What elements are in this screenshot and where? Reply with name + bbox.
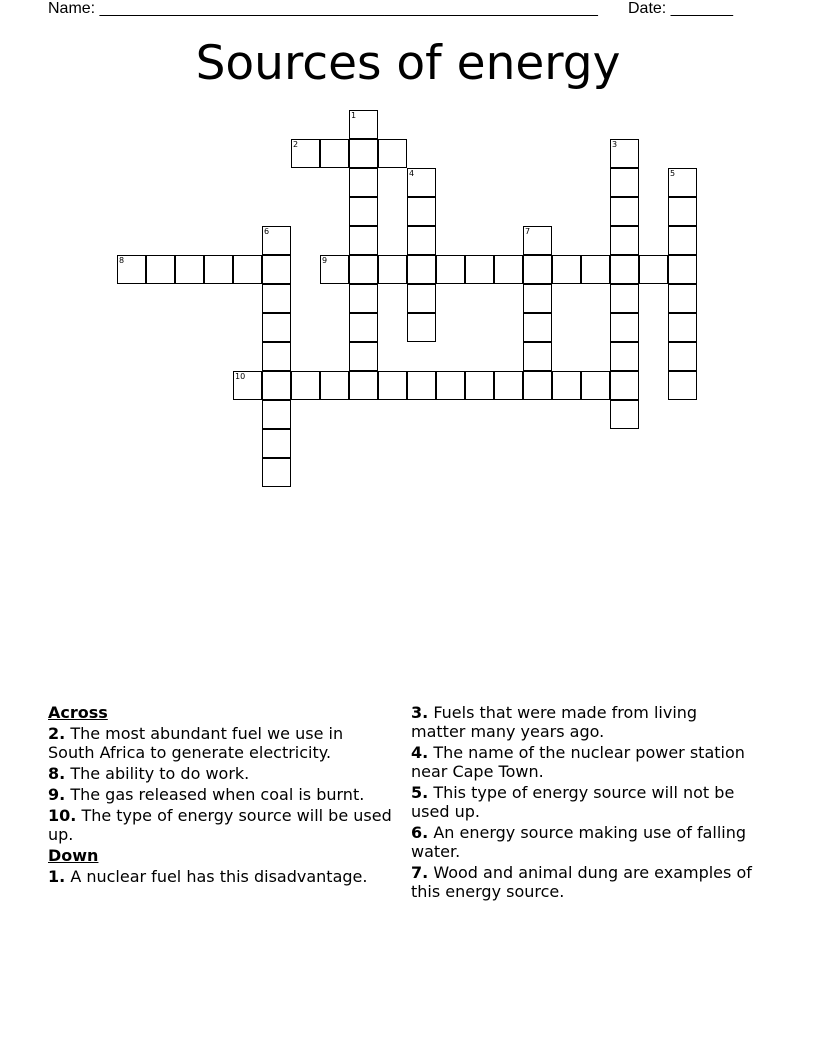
crossword-cell[interactable]: [465, 371, 494, 400]
crossword-cell[interactable]: [378, 371, 407, 400]
clue-down-5: 5. This type of energy source will not be used up.: [411, 783, 735, 821]
crossword-cell[interactable]: [610, 255, 639, 284]
crossword-cell[interactable]: [233, 255, 262, 284]
crossword-cell[interactable]: [610, 284, 639, 313]
clue-down-7: 7. Wood and animal dung are examples of this energy source.: [411, 863, 752, 901]
page-title: Sources of energy: [195, 36, 621, 91]
clue-number: 2: [293, 140, 299, 149]
clues-column-right: [411, 703, 756, 903]
crossword-cell[interactable]: [349, 226, 378, 255]
date-field-label: Date: _______: [628, 0, 733, 17]
crossword-cell[interactable]: [668, 342, 697, 371]
crossword-cell[interactable]: [262, 226, 291, 255]
crossword-cell[interactable]: [581, 255, 610, 284]
crossword-cell[interactable]: [523, 342, 552, 371]
crossword-cell[interactable]: [610, 371, 639, 400]
crossword-cell[interactable]: [349, 139, 378, 168]
crossword-cell[interactable]: [523, 371, 552, 400]
crossword-cell[interactable]: [407, 284, 436, 313]
clue-down-3: 3. Fuels that were made from living matter many years ago.: [411, 703, 698, 741]
crossword-cell[interactable]: [610, 197, 639, 226]
clue-number: 10: [235, 372, 246, 381]
crossword-cell[interactable]: [436, 255, 465, 284]
clue-number: 7: [525, 227, 531, 236]
crossword-cell[interactable]: [378, 139, 407, 168]
crossword-cell[interactable]: [610, 168, 639, 197]
crossword-cell[interactable]: [262, 313, 291, 342]
crossword-cell[interactable]: [523, 284, 552, 313]
crossword-cell[interactable]: [610, 313, 639, 342]
crossword-cell[interactable]: [523, 226, 552, 255]
clue-across-2: 2. The most abundant fuel we use in South Africa to generate electricity.: [48, 724, 344, 762]
crossword-cell[interactable]: [407, 226, 436, 255]
clue-across-8: 8. The ability to do work.: [48, 764, 250, 783]
clue-across-10: 10. The type of energy source will be used up.: [48, 806, 392, 844]
crossword-cell[interactable]: [610, 400, 639, 429]
crossword-cell[interactable]: [320, 255, 349, 284]
crossword-cell[interactable]: [291, 139, 320, 168]
crossword-cell[interactable]: [523, 255, 552, 284]
clue-across-9: 9. The gas released when coal is burnt.: [48, 785, 365, 804]
clue-down-4: 4. The name of the nuclear power station near Cape Town.: [411, 743, 745, 781]
crossword-cell[interactable]: [349, 197, 378, 226]
crossword-cell[interactable]: [610, 342, 639, 371]
crossword-cell[interactable]: [349, 313, 378, 342]
crossword-cell[interactable]: [552, 371, 581, 400]
crossword-cell[interactable]: [262, 429, 291, 458]
crossword-cell[interactable]: [407, 255, 436, 284]
clue-number: 1: [351, 111, 357, 120]
crossword-cell[interactable]: [146, 255, 175, 284]
crossword-cell[interactable]: [552, 255, 581, 284]
crossword-cell[interactable]: [407, 313, 436, 342]
crossword-cell[interactable]: [349, 284, 378, 313]
clue-number: 3: [612, 140, 618, 149]
crossword-cell[interactable]: [378, 255, 407, 284]
crossword-cell[interactable]: [668, 168, 697, 197]
crossword-cell[interactable]: [581, 371, 610, 400]
crossword-cell[interactable]: [436, 371, 465, 400]
down-heading: Down: [48, 846, 99, 865]
crossword-cell[interactable]: [233, 371, 262, 400]
crossword-cell[interactable]: [349, 371, 378, 400]
clue-number: 4: [409, 169, 415, 178]
clue-down-1: 1. A nuclear fuel has this disadvantage.: [48, 867, 368, 886]
clue-number: 9: [322, 256, 328, 265]
across-heading: Across: [48, 703, 108, 722]
clue-down-6: 6. An energy source making use of falling water.: [411, 823, 747, 861]
crossword-cell[interactable]: [610, 139, 639, 168]
crossword-cell[interactable]: [668, 197, 697, 226]
clue-number: 6: [264, 227, 270, 236]
crossword-cell[interactable]: [407, 197, 436, 226]
crossword-cell[interactable]: [407, 371, 436, 400]
crossword-cell[interactable]: [349, 342, 378, 371]
crossword-cell[interactable]: [320, 139, 349, 168]
crossword-cell[interactable]: [668, 255, 697, 284]
crossword-cell[interactable]: [639, 255, 668, 284]
crossword-cell[interactable]: [262, 458, 291, 487]
crossword-cell[interactable]: [349, 110, 378, 139]
crossword-cell[interactable]: [610, 226, 639, 255]
crossword-cell[interactable]: [668, 371, 697, 400]
crossword-cell[interactable]: [291, 371, 320, 400]
crossword-cell[interactable]: [668, 313, 697, 342]
crossword-cell[interactable]: [494, 371, 523, 400]
crossword-cell[interactable]: [668, 226, 697, 255]
name-field-label: Name: ________________________________________________________: [48, 0, 598, 17]
crossword-cell[interactable]: [494, 255, 523, 284]
crossword-cell[interactable]: [262, 255, 291, 284]
crossword-cell[interactable]: [407, 168, 436, 197]
crossword-cell[interactable]: [465, 255, 494, 284]
clues-column-left: [48, 703, 393, 888]
crossword-cell[interactable]: [175, 255, 204, 284]
clue-number: 8: [119, 256, 125, 265]
crossword-cell[interactable]: [523, 313, 552, 342]
crossword-cell[interactable]: [349, 255, 378, 284]
clue-number: 5: [670, 169, 676, 178]
crossword-cell[interactable]: [262, 400, 291, 429]
crossword-cell[interactable]: [117, 255, 146, 284]
crossword-cell[interactable]: [320, 371, 349, 400]
crossword-cell[interactable]: [204, 255, 233, 284]
crossword-cell[interactable]: [262, 371, 291, 400]
crossword-cell[interactable]: [262, 342, 291, 371]
crossword-cell[interactable]: [668, 284, 697, 313]
crossword-cell[interactable]: [349, 168, 378, 197]
crossword-cell[interactable]: [262, 284, 291, 313]
